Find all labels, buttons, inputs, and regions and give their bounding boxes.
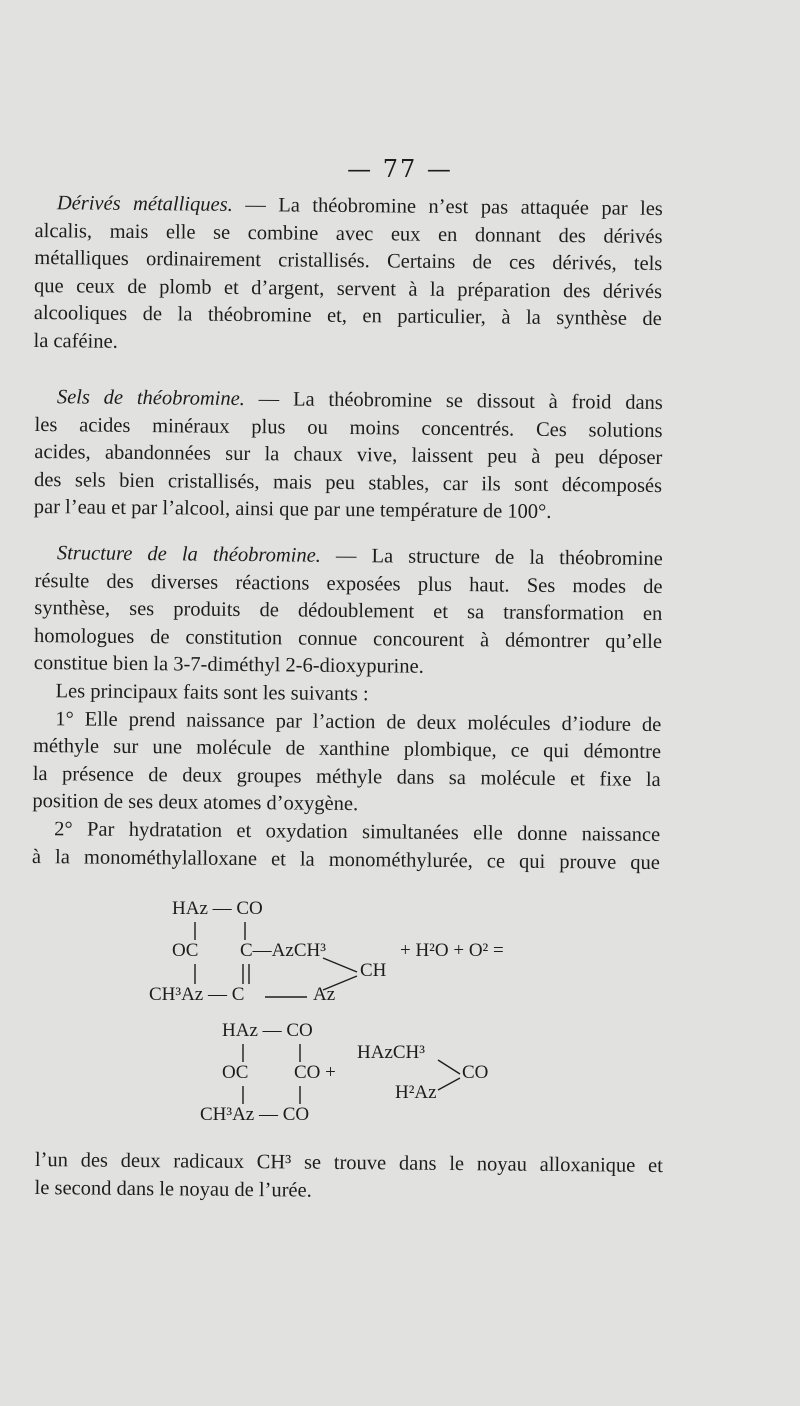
formula-co-plus: CO + — [294, 1062, 336, 1083]
text-line: — La structure de la théobromine — [335, 544, 663, 571]
text-line: alcalis, mais elle se combine avec eux en donnant des dérivés — [34, 219, 663, 248]
formula-oc: OC — [172, 940, 199, 961]
section-heading: Dérivés métalliques. — [56, 192, 233, 216]
formula-oc: OC — [222, 1062, 249, 1083]
text-line: alcooliques de la théobromine et, en particulier, à la synthèse de — [33, 302, 662, 331]
formula-reagents: + H²O + O² = — [400, 940, 504, 961]
text-line: la caféine. — [33, 329, 118, 353]
text-line: le second dans le noyau de l’urée. — [34, 1176, 312, 1202]
text-line: constitue bien la 3-7-diméthyl 2-6-dioxypurine. — [33, 652, 424, 679]
formula-c-azch3: C—AzCH³ — [240, 940, 326, 961]
formula-ch3az-c: CH³Az — C — [149, 984, 245, 1005]
products-formula — [200, 1020, 520, 1132]
section-heading: Sels de théobromine. — [56, 386, 245, 411]
text-line: résulte des diverses réactions exposées plus haut. Ses modes de — [34, 569, 663, 598]
urea-top: HAzCH³ — [357, 1042, 425, 1063]
formula-bonds — [145, 898, 565, 1013]
formula-ch: CH — [360, 960, 387, 981]
section-derives-metalliques — [33, 190, 663, 362]
formula-top-line: HAz — CO — [222, 1020, 313, 1041]
text-line: homologues de constitution connue concourent à démontrer qu’elle — [33, 624, 663, 653]
formula-az: Az — [313, 984, 336, 1005]
text-line: à la monométhylalloxane et la monométhylurée, ce qui prouve que — [31, 845, 661, 874]
text-line: méthyle sur une molécule de xanthine plombique, ce qui démontre — [32, 735, 662, 764]
section-heading: Structure de la théobromine. — [56, 542, 321, 567]
formula-top-line: HAz — CO — [172, 898, 263, 919]
text-line: 2° Par hydratation et oxydation simultanées elle donne naissance — [54, 818, 661, 846]
theobromine-formula — [145, 898, 565, 1013]
text-line: les acides minéraux plus ou moins concentrés. Ces solutions — [34, 413, 663, 442]
section-conclusion — [34, 1147, 663, 1208]
text-line: par l’eau et par l’alcool, ainsi que par une température de 100°. — [33, 496, 552, 524]
text-line: que ceux de plomb et d’argent, servent à la préparation des dérivés — [33, 274, 663, 303]
page-number: — 77 — — [347, 155, 453, 183]
text-line: métalliques ordinairement cristallisés. Certains de ces dérivés, tels — [34, 247, 663, 276]
text-line: synthèse, ses produits de dédoublement et sa transformation en — [34, 597, 663, 626]
text-line: la présence de deux groupes méthyle dans sa molécule et fixe la — [32, 762, 661, 791]
section-structure — [32, 540, 663, 877]
text-line: — La théobromine n’est pas attaquée par les — [245, 194, 663, 221]
text-line: — La théobromine se dissout à froid dans — [258, 388, 663, 415]
text-line: l’un des deux radicaux CH³ se trouve dans le noyau alloxanique et — [34, 1148, 663, 1178]
text-line: 1° Elle prend naissance par l’action de deux molécules d’iodure de — [55, 707, 662, 736]
text-line: Les principaux faits sont les suivants : — [55, 680, 369, 706]
urea-bottom: H²Az — [395, 1082, 437, 1103]
text-line: position de ses deux atomes d’oxygène. — [32, 790, 359, 816]
section-sels-de-theobromine — [34, 384, 663, 528]
text-line: des sels bien cristallisés, mais peu stables, car ils sont décomposés — [33, 468, 663, 497]
formula-bonds — [200, 1020, 520, 1132]
formula-ch3az-co: CH³Az — CO — [200, 1104, 310, 1125]
text-line: acides, abandonnées sur la chaux vive, laissent peu à peu déposer — [34, 441, 663, 470]
urea-co: CO — [462, 1062, 489, 1083]
